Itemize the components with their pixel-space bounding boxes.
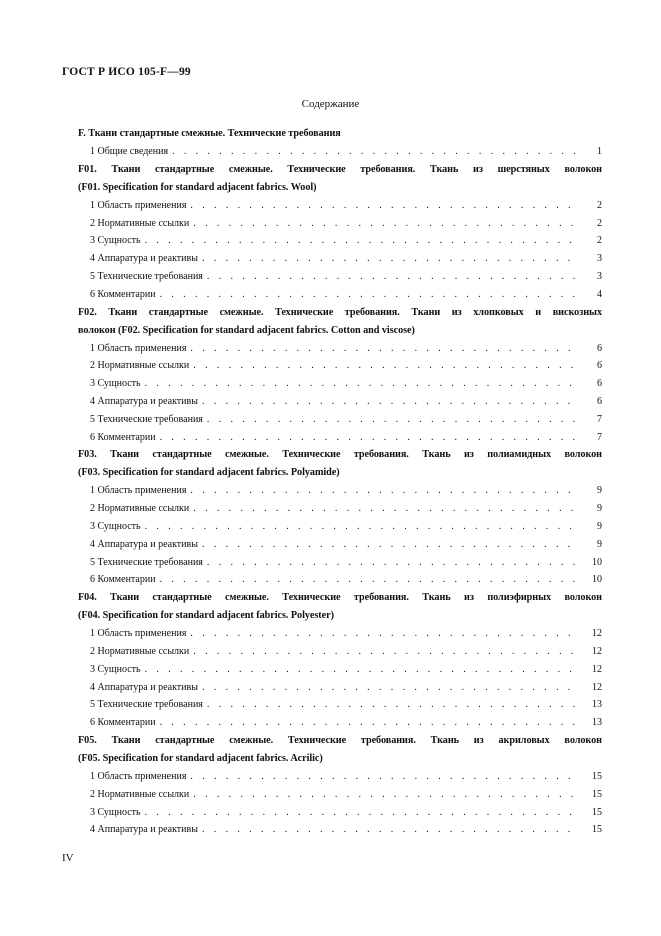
toc-entry[interactable] (78, 429, 602, 447)
toc-entry[interactable] (78, 286, 602, 304)
toc-entry-label: 1 Общие сведения (90, 146, 169, 157)
toc-entry-label: 5 Технические требования (90, 556, 203, 568)
toc-entry-label: 4 Аппаратура и реактивы (90, 681, 198, 693)
toc-entry[interactable] (78, 232, 602, 250)
toc-entry-page: 12 (592, 681, 602, 693)
dot-leader (193, 215, 576, 233)
toc-section-heading: F03. Ткани стандартные смежные. Технические требования. Ткань из полиамидных волокон (78, 449, 602, 461)
dot-leader (145, 661, 576, 679)
toc-entry[interactable] (78, 518, 602, 536)
toc-entry-page: 4 (597, 288, 602, 300)
dot-leader (145, 518, 576, 536)
toc-entry-label: 5 Технические требования (90, 699, 203, 711)
toc-section-heading: волокон (F02. Specification for standard adjacent fabrics. Cotton and viscose) (78, 324, 415, 336)
toc-entry-label: 1 Область применения (90, 628, 187, 640)
document-header: ГОСТ Р ИСО 105-F—99 (62, 66, 191, 78)
toc-section-heading: (F03. Specification for standard adjacent fabrics. Polyamide) (78, 467, 340, 479)
toc-entry-label: 4 Аппаратура и реактивы (90, 824, 198, 836)
toc-entry-label: 2 Нормативные ссылки (90, 217, 190, 229)
toc-entry-label: 2 Нормативные ссылки (90, 503, 190, 515)
toc-entry[interactable] (78, 340, 602, 358)
dot-leader (207, 268, 576, 286)
toc-entry-label: 6 Комментарии (90, 574, 156, 586)
dot-leader (193, 643, 576, 661)
dot-leader (190, 768, 576, 786)
toc-section-heading: F. Ткани стандартные смежные. Технические требования (78, 128, 341, 139)
toc-entry[interactable] (78, 411, 602, 429)
toc-entry-label: 5 Технические требования (90, 270, 203, 282)
toc-entry-label: 5 Технические требования (90, 413, 203, 425)
toc-entry-page: 15 (592, 806, 602, 818)
dot-leader (193, 786, 576, 804)
dot-leader (202, 821, 576, 839)
toc-entry-label: 3 Сущность (90, 378, 141, 390)
toc-entry-page: 2 (597, 235, 602, 247)
toc-entry-page: 12 (592, 663, 602, 675)
toc-entry[interactable] (78, 786, 602, 804)
toc-entry-label: 1 Область применения (90, 770, 187, 782)
toc-entry-page: 13 (592, 717, 602, 729)
toc-entry[interactable] (78, 571, 602, 589)
dot-leader (172, 143, 576, 161)
toc-entry[interactable] (78, 804, 602, 822)
toc-entry-label: 4 Аппаратура и реактивы (90, 253, 198, 265)
toc-entry-page: 6 (597, 360, 602, 372)
toc-entry[interactable] (78, 197, 602, 215)
dot-leader (207, 696, 576, 714)
toc-entry-page: 15 (592, 770, 602, 782)
dot-leader (145, 232, 576, 250)
toc-section-heading: (F04. Specification for standard adjacent fabrics. Polyester) (78, 610, 334, 622)
toc-section-heading: F02. Ткани стандартные смежные. Технические требования. Ткани из хлопковых и вискозных (78, 306, 602, 318)
page-number: IV (62, 852, 74, 864)
toc-entry-label: 2 Нормативные ссылки (90, 788, 190, 800)
toc-entry[interactable] (78, 643, 602, 661)
toc-entry-page: 2 (597, 217, 602, 229)
toc-entry-page: 6 (597, 395, 602, 407)
toc-entry[interactable] (78, 143, 602, 161)
toc-entry-page: 15 (592, 788, 602, 800)
dot-leader (202, 393, 576, 411)
toc-entry-page: 1 (597, 146, 602, 157)
toc-section-heading: F01. Ткани стандартные смежные. Технические требования. Ткань из шерстяных волокон (78, 163, 602, 175)
toc-section-heading: (F05. Specification for standard adjacent fabrics. Acrilic) (78, 752, 323, 764)
dot-leader (145, 375, 576, 393)
toc-entry-label: 1 Область применения (90, 342, 187, 354)
toc-entry-label: 3 Сущность (90, 806, 141, 818)
toc-entry[interactable] (78, 625, 602, 643)
toc-entry-page: 6 (597, 378, 602, 390)
toc-entry[interactable] (78, 375, 602, 393)
dot-leader (160, 714, 576, 732)
dot-leader (160, 286, 576, 304)
toc-entry-page: 12 (592, 628, 602, 640)
dot-leader (193, 357, 576, 375)
dot-leader (202, 679, 576, 697)
dot-leader (202, 536, 576, 554)
toc-entry-label: 3 Сущность (90, 520, 141, 532)
toc-entry-page: 12 (592, 645, 602, 657)
toc-entry-label: 2 Нормативные ссылки (90, 645, 190, 657)
toc-entry[interactable] (78, 679, 602, 697)
toc-entry-page: 7 (597, 413, 602, 425)
dot-leader (202, 250, 576, 268)
toc-entry-label: 2 Нормативные ссылки (90, 360, 190, 372)
toc-entry-label: 6 Комментарии (90, 288, 156, 300)
toc-entry[interactable] (78, 268, 602, 286)
toc-entry-page: 2 (597, 199, 602, 211)
toc-entry-label: 6 Комментарии (90, 717, 156, 729)
toc-section-heading: (F01. Specification for standard adjacent fabrics. Wool) (78, 181, 317, 193)
table-of-contents (78, 125, 602, 839)
toc-entry[interactable] (78, 536, 602, 554)
dot-leader (193, 500, 576, 518)
toc-entry[interactable] (78, 215, 602, 233)
toc-entry-page: 13 (592, 699, 602, 711)
dot-leader (207, 411, 576, 429)
toc-entry-label: 4 Аппаратура и реактивы (90, 395, 198, 407)
toc-entry-page: 9 (597, 538, 602, 550)
toc-entry[interactable] (78, 393, 602, 411)
toc-entry[interactable] (78, 661, 602, 679)
toc-entry-page: 6 (597, 342, 602, 354)
toc-section-heading: F05. Ткани стандартные смежные. Технические требования. Ткань из акриловых волокон (78, 734, 602, 746)
dot-leader (190, 197, 576, 215)
toc-entry-page: 7 (597, 431, 602, 443)
toc-entry-label: 1 Область применения (90, 199, 187, 211)
toc-entry[interactable] (78, 250, 602, 268)
toc-entry[interactable] (78, 821, 602, 839)
toc-entry[interactable] (78, 500, 602, 518)
toc-entry-page: 3 (597, 253, 602, 265)
toc-entry-page: 10 (592, 574, 602, 586)
toc-entry-page: 3 (597, 270, 602, 282)
toc-entry[interactable] (78, 554, 602, 572)
dot-leader (145, 804, 576, 822)
dot-leader (190, 625, 576, 643)
toc-section-heading: F04. Ткани стандартные смежные. Технические требования. Ткань из полиэфирных волокон (78, 592, 602, 604)
toc-entry[interactable] (78, 696, 602, 714)
dot-leader (190, 340, 576, 358)
dot-leader (160, 571, 576, 589)
dot-leader (190, 482, 576, 500)
toc-entry[interactable] (78, 482, 602, 500)
toc-entry-label: 6 Комментарии (90, 431, 156, 443)
dot-leader (207, 554, 576, 572)
toc-entry-page: 9 (597, 520, 602, 532)
toc-entry-page: 10 (592, 556, 602, 568)
toc-title: Содержание (301, 98, 360, 110)
dot-leader (160, 429, 576, 447)
toc-entry[interactable] (78, 357, 602, 375)
toc-entry-label: 4 Аппаратура и реактивы (90, 538, 198, 550)
toc-entry[interactable] (78, 768, 602, 786)
toc-entry-label: 1 Область применения (90, 485, 187, 497)
toc-entry[interactable] (78, 714, 602, 732)
toc-entry-label: 3 Сущность (90, 235, 141, 247)
toc-entry-page: 9 (597, 503, 602, 515)
toc-entry-page: 9 (597, 485, 602, 497)
toc-entry-label: 3 Сущность (90, 663, 141, 675)
toc-entry-page: 15 (592, 824, 602, 836)
